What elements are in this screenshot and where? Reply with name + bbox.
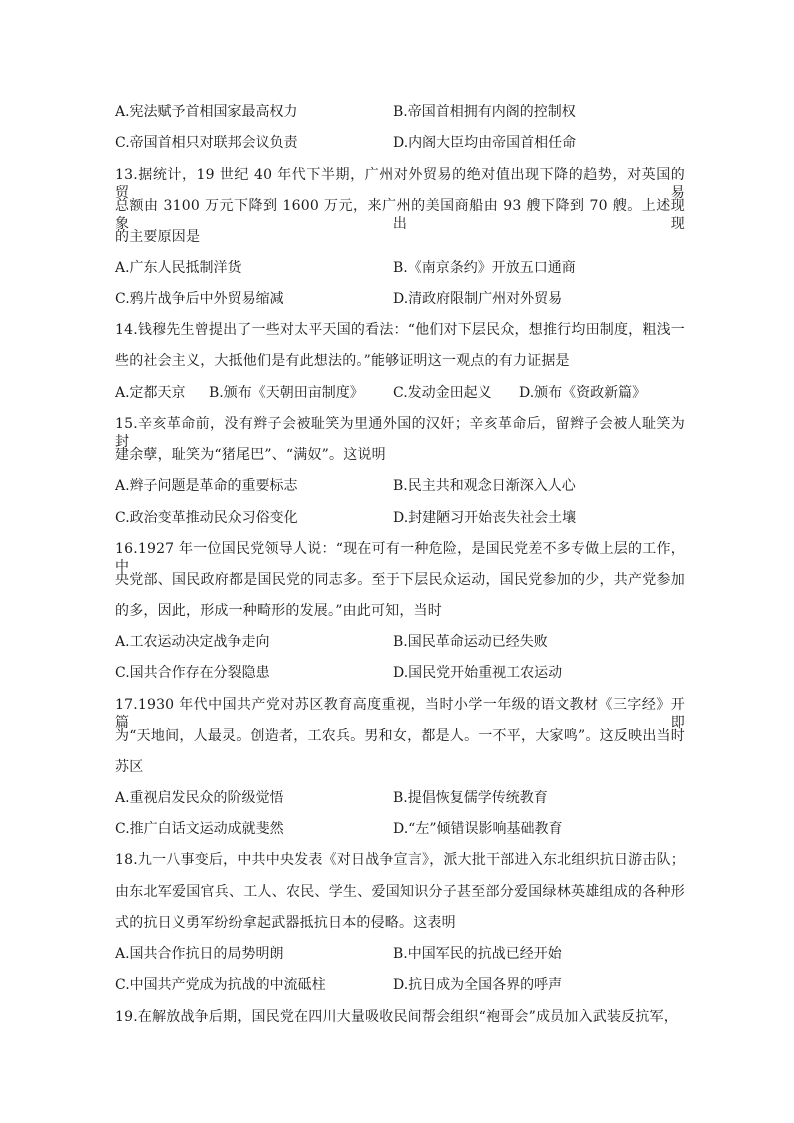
q15-stem-line-1: 15.辛亥革命前，没有辫子会被耻笑为里通外国的汉奸；辛亥革命后，留辫子会被人耻笑为封 — [115, 416, 685, 450]
q18-option-a[interactable]: A.国共合作抗日的局势明朗 — [115, 946, 284, 962]
q16-option-c[interactable]: C.国共合作存在分裂隐患 — [115, 665, 270, 681]
q14-option-c[interactable]: C.发动金田起义 — [393, 385, 492, 401]
q16-option-b[interactable]: B.国民革命运动已经失败 — [393, 634, 548, 650]
q15-option-b[interactable]: B.民主共和观念日渐深入人心 — [393, 478, 576, 494]
q16-option-d[interactable]: D.国民党开始重视工农运动 — [393, 665, 563, 681]
q13-stem-line-2: 总额由 3100 万元下降到 1600 万元，来广州的美国商船由 93 艘下降到 70 艘。上述现象出现 — [115, 198, 685, 232]
q18-stem-line-2: 由东北军爱国官兵、工人、农民、学生、爱国知识分子甚至部分爱国绿林英雄组成的各种形 — [115, 884, 685, 900]
q13-option-a[interactable]: A.广东人民抵制洋货 — [115, 260, 242, 276]
q14-option-a[interactable]: A.定都天京 — [115, 385, 186, 401]
q12-option-d[interactable]: D.内阁大臣均由帝国首相任命 — [393, 135, 577, 151]
q17-stem-line-1: 17.1930 年代中国共产党对苏区教育高度重视，当时小学一年级的语文教材《三字经》开篇即 — [115, 697, 685, 731]
q14-option-d[interactable]: D.颁布《资政新篇》 — [519, 385, 647, 401]
q12-option-a[interactable]: A.宪法赋予首相国家最高权力 — [115, 104, 298, 120]
q13-option-c[interactable]: C.鸦片战争后中外贸易缩减 — [115, 291, 284, 307]
q14-stem-line-2: 些的社会主义，大抵他们是有此想法的。”能够证明这一观点的有力证据是 — [115, 353, 570, 369]
q18-option-b[interactable]: B.中国军民的抗战已经开始 — [393, 946, 562, 962]
q13-stem-line-3: 的主要原因是 — [115, 229, 201, 245]
q12-option-c[interactable]: C.帝国首相只对联邦会议负责 — [115, 135, 298, 151]
q15-option-c[interactable]: C.政治变革推动民众习俗变化 — [115, 510, 298, 526]
q14-option-b[interactable]: B.颁布《天朝田亩制度》 — [209, 385, 364, 401]
q16-option-a[interactable]: A.工农运动决定战争走向 — [115, 634, 270, 650]
q16-stem-line-1: 16.1927 年一位国民党领导人说：“现在可有一种危险，是国民党差不多专做上层的工作，中 — [115, 541, 685, 575]
q17-option-d[interactable]: D.“左”倾错误影响基础教育 — [393, 821, 563, 837]
q15-stem-line-2: 建余孽，耻笑为“猪尾巴”、“满奴”。这说明 — [115, 447, 386, 463]
q17-option-a[interactable]: A.重视启发民众的阶级觉悟 — [115, 790, 284, 806]
q18-stem-line-1: 18.九一八事变后，中共中央发表《对日战争宣言》，派大批干部进入东北组织抗日游击队； — [115, 852, 685, 868]
q18-stem-line-3: 式的抗日义勇军纷纷拿起武器抵抗日本的侵略。这表明 — [115, 915, 456, 931]
q14-stem-line-1: 14.钱穆先生曾提出了一些对太平天国的看法：“他们对下层民众，想推行均田制度，粗浅一 — [115, 322, 685, 338]
q18-option-c[interactable]: C.中国共产党成为抗战的中流砥柱 — [115, 977, 326, 993]
q15-option-a[interactable]: A.辫子问题是革命的重要标志 — [115, 478, 298, 494]
q17-option-c[interactable]: C.推广白话文运动成就斐然 — [115, 821, 284, 837]
q16-stem-line-2: 央党部、国民政府都是国民党的同志多。至于下层民众运动，国民党参加的少，共产党参加 — [115, 572, 685, 588]
q17-option-b[interactable]: B.提倡恢复儒学传统教育 — [393, 790, 548, 806]
q13-stem-line-1: 13.据统计，19 世纪 40 年代下半期，广州对外贸易的绝对值出现下降的趋势，对英国的贸易 — [115, 167, 685, 201]
q12-option-b[interactable]: B.帝国首相拥有内阁的控制权 — [393, 104, 576, 120]
q13-option-b[interactable]: B.《南京条约》开放五口通商 — [393, 260, 576, 276]
q17-stem-line-2: 为“天地间，人最灵。创造者，工农兵。男和女，都是人。一不平，大家鸣”。这反映出当时 — [115, 728, 685, 744]
q13-option-d[interactable]: D.清政府限制广州对外贸易 — [393, 291, 563, 307]
q17-stem-line-3: 苏区 — [115, 759, 144, 775]
q16-stem-line-3: 的多，因此，形成一种畸形的发展。”由此可知，当时 — [115, 603, 442, 619]
q15-option-d[interactable]: D.封建陋习开始丧失社会土壤 — [393, 510, 577, 526]
q18-option-d[interactable]: D.抗日成为全国各界的呼声 — [393, 977, 563, 993]
q19-stem-line-1: 19.在解放战争后期，国民党在四川大量吸收民间帮会组织“袍哥会”成员加入武装反抗军， — [115, 1009, 678, 1025]
